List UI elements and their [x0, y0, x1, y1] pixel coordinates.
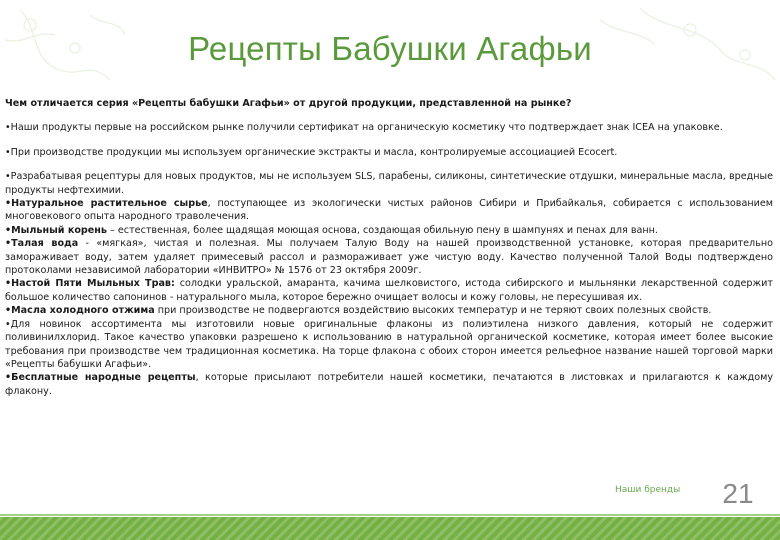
paragraph-ecocert: •При производстве продукции мы используем органические экстракты и масла, контролируемые ассоциацией Ecocert. — [5, 146, 618, 158]
list-item: •Бесплатные народные рецепты, которые присылают потребители нашей косметики, печатаются в листовках и прилагаются к каждому флакону. — [5, 372, 774, 397]
list-item: •Талая вода - «мягкая», чистая и полезная. Мы получаем Талую Воду на нашей производственной установке, которая предварительно замораживает воду, затем удаляет примесевый рассол и размораживает уже чистую воду. Качество полученной Талой Воды подтверждено протоколами независимой лаборатории «ИНВИТРО» № 1576 от 23 октября 2009г. — [5, 238, 773, 277]
list-item: •Настой Пяти Мыльных Трав: солодки уральской, амаранта, качима шелковистого, истода сибирского и мыльнянки лекарственной содержит большое количество сапонинов - натурального мыла, которое бережно очищает волосы и кожу головы, не пересушивая их. — [5, 278, 773, 303]
list-item: •Натуральное растительное сырье, поступающее из экологически чистых районов Сибири и Прибайкалья, собирается с использованием многовекового опыта народного траволечения. — [5, 198, 773, 223]
list-item: •Для новинок ассортимента мы изготовили новые оригинальные флаконы из полиэтилена низкого давления, который не содержит поливинилхлорид. Такое качество упаковки разрешено к использованию в натуральной органической косметике, которая имеет более высокие требования при производстве чем традиционная косметика. На торце флакона с обоих сторон имеется рельефное название нашей торговой марки «Рецепты бабушки Агафьи». — [5, 318, 773, 370]
paragraph-certificate: •Наши продукты первые на российском рынке получили сертификат на органическую косметику что подтверждает знак ICEA на упаковке. — [5, 122, 723, 134]
footer-bar — [0, 517, 780, 540]
slide-title: Рецепты Бабушки Агафьи — [188, 30, 592, 67]
list-item: •Масла холодного отжима при производстве не подвергаются воздействию высоких температур и не теряют своих полезных свойств. — [5, 305, 712, 317]
slide-body — [5, 97, 773, 398]
footer-divider — [0, 514, 780, 516]
list-item: •Разрабатывая рецептуры для новых продуктов, мы не используем SLS, парабены, силиконы, синтетические отдушки, минеральные масла, вредные продукты нефтехимии. — [5, 171, 773, 196]
list-item: •Мыльный корень – естественная, более щадящая моющая основа, создающая обильную пену в шампунях и пенах для ванн. — [5, 224, 658, 236]
page-number: 21 — [722, 478, 754, 509]
question-heading: Чем отличается серия «Рецепты бабушки Агафьи» от другой продукции, представленной на рынке? — [5, 98, 572, 109]
brands-link[interactable]: Наши бренды — [615, 485, 681, 495]
